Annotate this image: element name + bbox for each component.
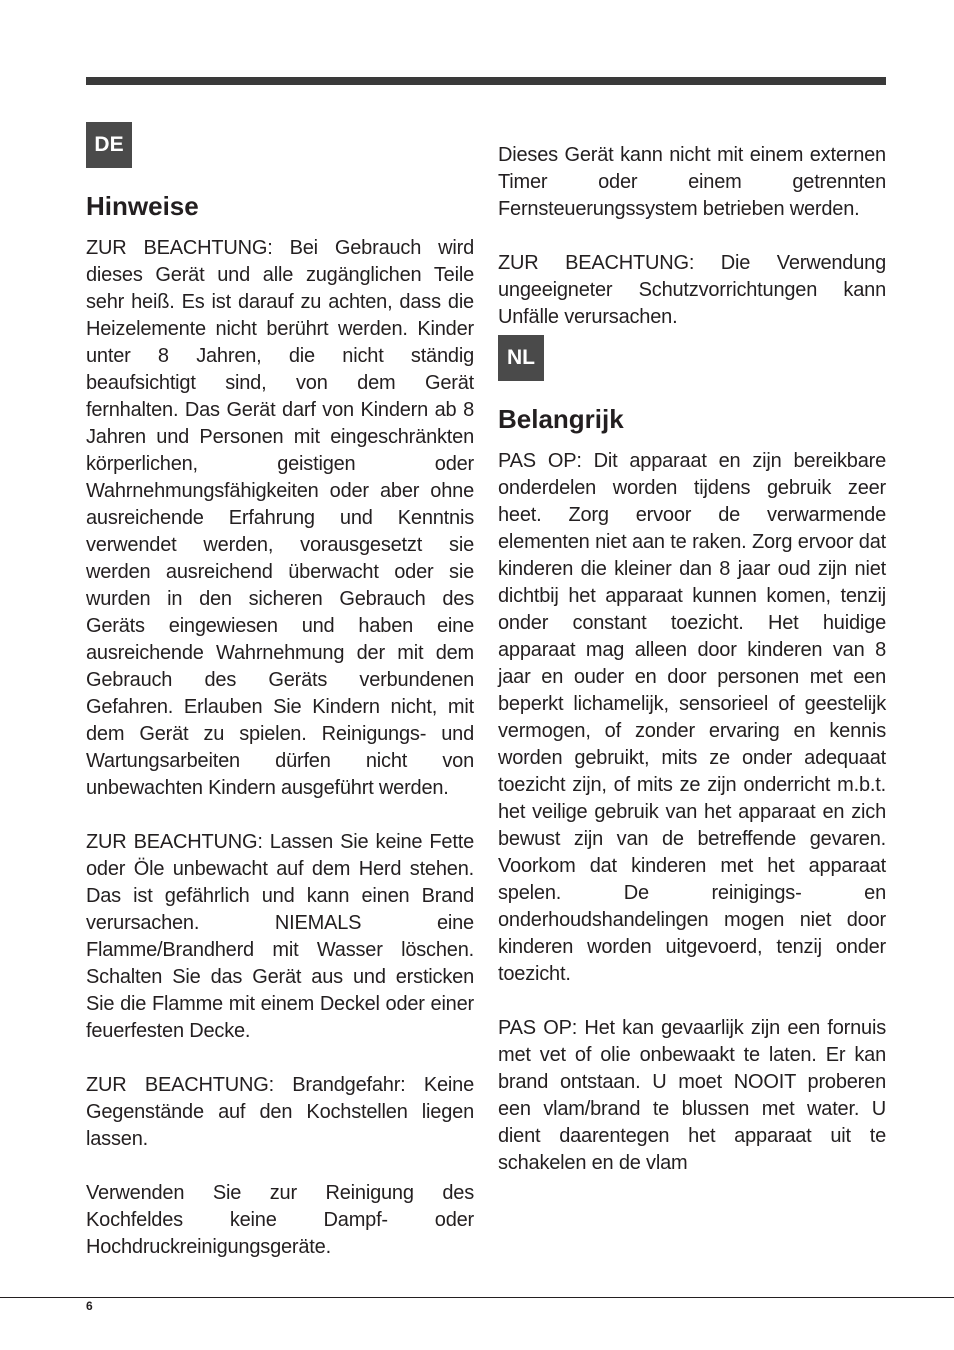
section-title-belangrijk: Belangrijk [498,404,624,434]
language-badge-de: DE [86,122,132,168]
paragraph: PAS OP: Dit apparaat en zijn bereikbare onderdelen worden tijdens gebruik zeer heet. Zorg ervoor de verwarmende elementen niet aan te raken. Zorg ervoor dat kinderen die kleiner dan 8 jaar oud zijn niet dichtbij het apparaat kunnen komen, tenzij onder constant toezicht. Het huidige apparaat mag alleen door kinderen van 8 jaar en ouder en door personen met een beperkt lichamelijk, sensorieel of geestelijk vermogen, of zonder ervaring en kennis worden gebruikt, mits ze onder adequaat toezicht zijn, of mits ze zijn onderricht m.b.t. het veilige gebruik van het apparaat en zich bewust zijn van de betreffende gevaren. Voorkom dat kinderen met het apparaat spelen. De reinigings- en onderhoudshandelingen mogen niet door kinderen worden uitgevoerd, tenzij onder toezicht. [498,450,886,985]
language-badge-nl: NL [498,335,544,381]
section-title-hinweise: Hinweise [86,191,199,221]
paragraph: PAS OP: Het kan gevaarlijk zijn een fornuis met vet of olie onbewaakt te laten. Er kan brand ontstaan. U moet NOOIT proberen een vlam/brand te blussen met water. U dient daarentegen het apparaat uit te schakelen en de vlam [498,1017,886,1174]
footer-rule [0,1297,954,1298]
paragraph: ZUR BEACHTUNG: Brandgefahr: Keine Gegenstände auf den Kochstellen liegen lassen. [86,1074,474,1150]
top-rule [86,77,886,85]
paragraph: ZUR BEACHTUNG: Die Verwendung ungeeigneter Schutzvorrichtungen kann Unfälle verursachen. [498,252,886,328]
paragraph: ZUR BEACHTUNG: Bei Gebrauch wird dieses Gerät und alle zugänglichen Teile sehr heiß. Es ist darauf zu achten, dass die Heizelemente nicht berührt werden. Kinder unter 8 Jahren, die nicht ständig beaufsichtigt sind, von dem Gerät fernhalten. Das Gerät darf von Kindern ab 8 Jahren und Personen mit eingeschränkten körperlichen, geistigen oder Wahrnehmungsfähigkeiten oder aber ohne ausreichende Erfahrung und Kenntnis verwendet werden, vorausgesetzt sie werden ausreichend überwacht oder sie wurden in den sicheren Gebrauch des Geräts eingewiesen und haben eine ausreichende Wahrnehmung der mit dem Gebrauch des Geräts verbundenen Gefahren. Erlauben Sie Kindern nicht, mit dem Gerät zu spielen. Reinigungs- und Wartungsarbeiten dürfen nicht von unbewachten Kindern ausgeführt werden. [86,237,474,799]
paragraph: ZUR BEACHTUNG: Lassen Sie keine Fette oder Öle unbewacht auf dem Herd stehen. Das ist gefährlich und kann einen Brand verursachen. NIEMALS eine Flamme/Brandherd mit Wasser löschen. Schalten Sie das Gerät aus und ersticken Sie die Flamme mit einem Deckel oder einer feuerfesten Decke. [86,831,474,1042]
paragraph: Dieses Gerät kann nicht mit einem externen Timer oder einem getrennten Fernsteuerungssystem betrieben werden. [498,144,886,220]
right-column [498,142,886,1177]
page-number: 6 [86,1299,93,1313]
left-column [86,122,474,1261]
paragraph: Verwenden Sie zur Reinigung des Kochfeldes keine Dampf- oder Hochdruckreinigungsgeräte. [86,1182,474,1258]
